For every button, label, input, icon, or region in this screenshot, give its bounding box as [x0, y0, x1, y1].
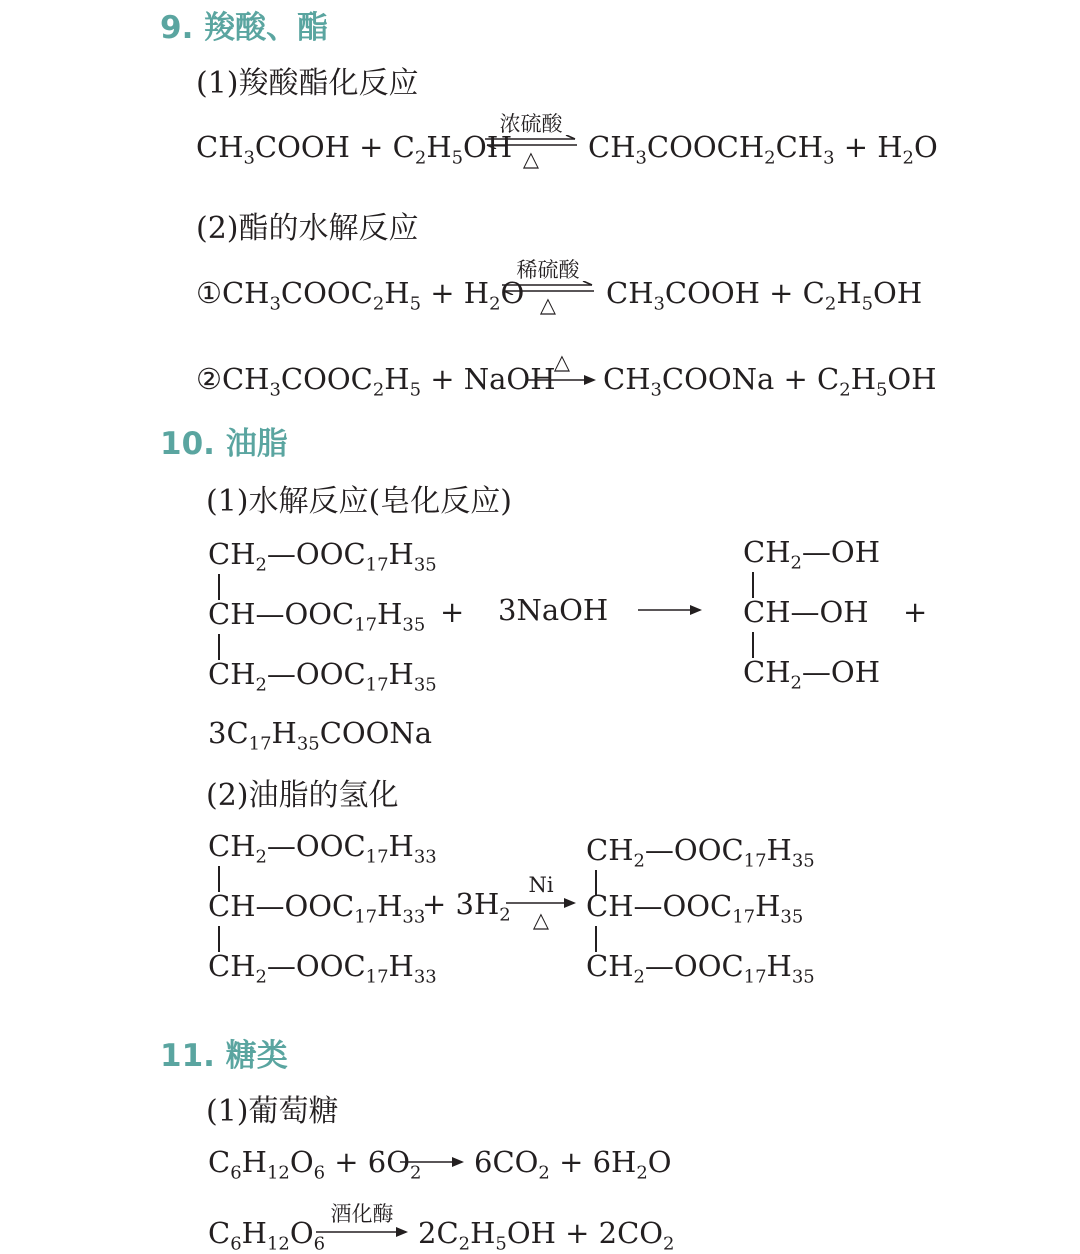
sap-reagent: 3NaOH: [498, 593, 609, 627]
arrow-right-icon: [526, 373, 598, 387]
sap-reactant-line-3: $CH_2—OOC_{17}H_{35}$: [208, 657, 437, 696]
eq-glucose-oxidation-left: $C_6H_{12}O_6 + 6O_2$: [208, 1145, 422, 1184]
eq-esterification-right: $CH_3COOCH_2CH_3 + H_2O$: [588, 130, 938, 169]
section-9-sub-2: (2)酯的水解反应: [196, 211, 419, 246]
arrow-right-icon: [314, 1225, 410, 1239]
condition-top: Ni: [528, 873, 554, 897]
hyd-reactant-line-2: $CH—OOC_{17}H_{33}$: [208, 889, 426, 928]
eq-acid-hydrolysis-arrow: [500, 260, 596, 316]
hyd-product-line-3: $CH_2—OOC_{17}H_{35}$: [586, 949, 815, 988]
sap-product-line-1: $CH_2—OH$: [743, 535, 880, 574]
condition-bottom: △: [532, 908, 550, 932]
section-9-heading: 9. 羧酸、酯: [160, 10, 329, 46]
eq-acid-hydrolysis-right: $CH_3COOH + C_2H_5OH$: [606, 276, 923, 315]
eq-glucose-oxidation-right: $6CO_2 + 6H_2O$: [474, 1145, 672, 1184]
eq-base-hydrolysis-left: $②CH_3COOC_2H_5$ + NaOH: [196, 362, 556, 401]
condition-bottom: △: [539, 293, 557, 317]
sap-product-line-3: $CH_2—OH$: [743, 655, 880, 694]
hyd-reactant-line-3: $CH_2—OOC_{17}H_{33}$: [208, 949, 437, 988]
condition-top: 酒化酶: [330, 1202, 394, 1226]
section-11-sub-1: (1)葡萄糖: [206, 1094, 339, 1129]
condition-bottom: △: [522, 147, 540, 171]
hyd-product-line-2: $CH—OOC_{17}H_{35}$: [586, 889, 804, 928]
hyd-reagent: + $3H_2$: [422, 887, 511, 926]
arrow-right-icon: [398, 1155, 466, 1169]
hyd-reactant-line-1: $CH_2—OOC_{17}H_{33}$: [208, 829, 437, 868]
section-11-heading: 11. 糖类: [160, 1038, 288, 1074]
plus-sign: +: [903, 595, 928, 629]
sap-reactant-line-1: $CH_2—OOC_{17}H_{35}$: [208, 537, 437, 576]
plus-sign: +: [440, 595, 465, 629]
eq-base-hydrolysis-right: $CH_3COONa + C_2H_5OH$: [603, 362, 937, 401]
sap-reactant-line-2: $CH—OOC_{17}H_{35}$: [208, 597, 426, 636]
arrow-right-icon: [636, 603, 704, 617]
condition-top: △: [553, 350, 571, 374]
section-10-heading: 10. 油脂: [160, 426, 288, 462]
eq-esterification-left: $CH_3COOH + C_2H_5OH$: [196, 130, 513, 169]
sap-product-line-2: CH—OH: [743, 595, 869, 629]
hyd-product-line-1: $CH_2—OOC_{17}H_{35}$: [586, 833, 815, 872]
section-9-sub-1: (1)羧酸酯化反应: [196, 66, 419, 101]
eq-base-hydrolysis-arrow: [526, 352, 598, 387]
condition-top: 浓硫酸: [499, 112, 563, 136]
eq-fermentation-left: $C_6H_{12}O_6$: [208, 1216, 326, 1254]
eq-fermentation-right: $2C_2H_5OH + 2CO_2$: [418, 1216, 675, 1254]
eq-acid-hydrolysis-left: $①CH_3COOC_2H_5 + H_2O$: [196, 276, 525, 315]
sap-product-2: $3C_{17}H_{35}COONa$: [208, 716, 433, 755]
eq-fermentation-arrow: [314, 1204, 410, 1239]
section-10-sub-1: (1)水解反应(皂化反应): [206, 484, 512, 519]
section-10-sub-2: (2)油脂的氢化: [206, 778, 399, 813]
condition-top: 稀硫酸: [516, 258, 580, 282]
hyd-arrow: [504, 875, 578, 931]
eq-esterification-arrow: [483, 114, 579, 170]
